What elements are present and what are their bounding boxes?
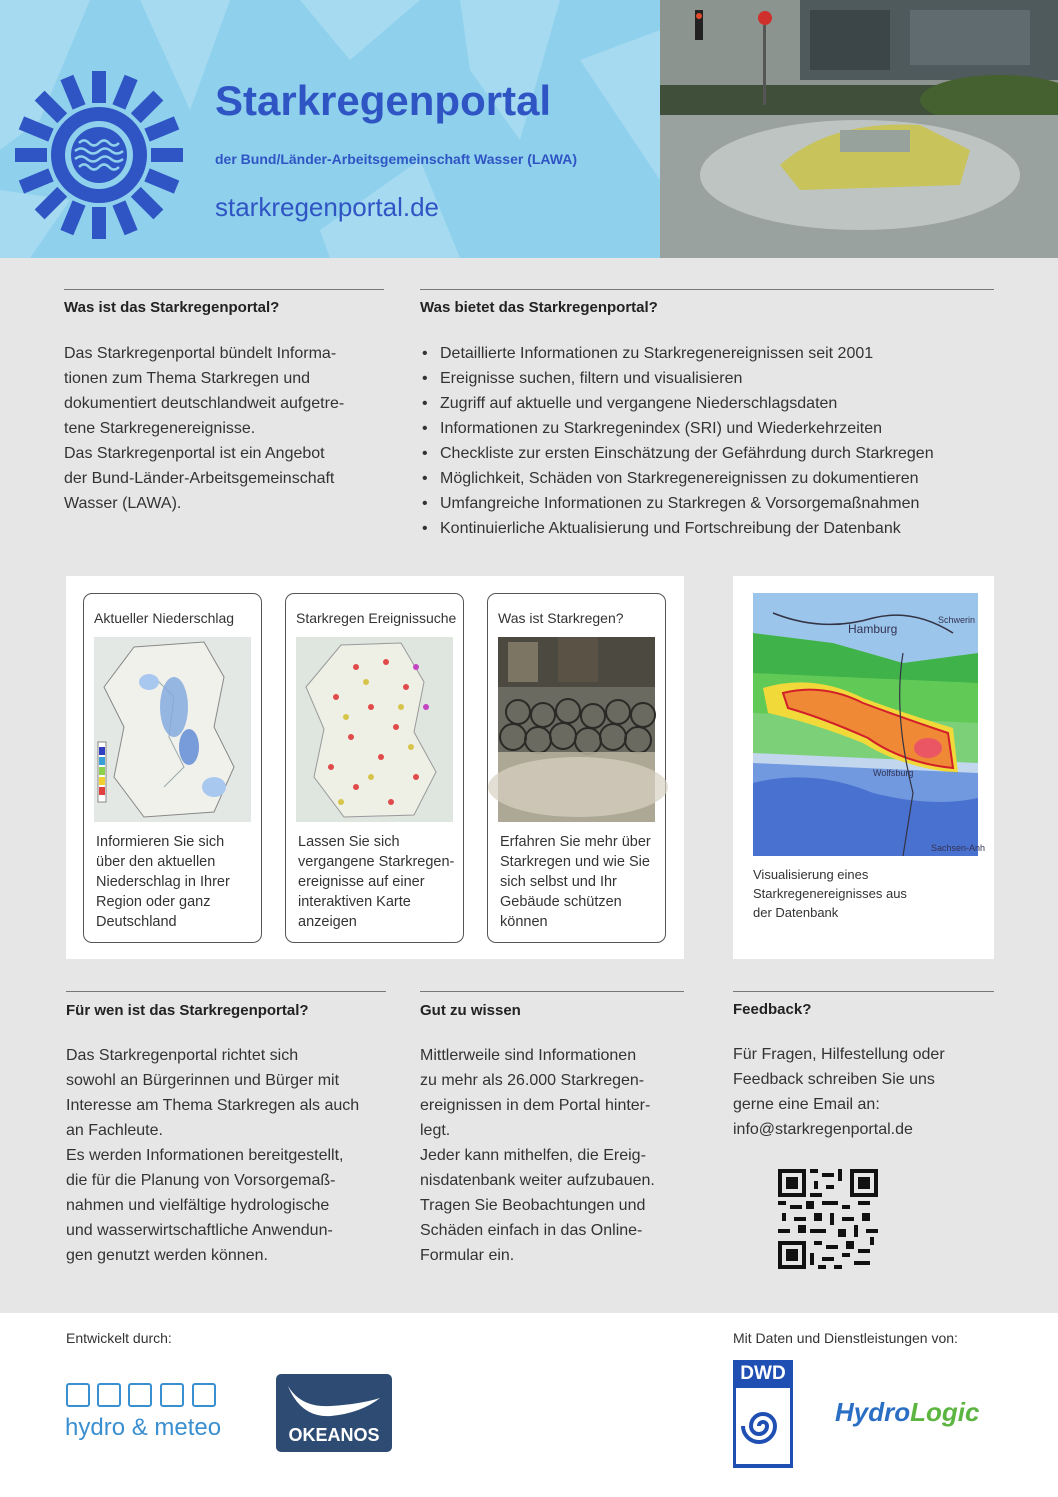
rain-icon: [66, 1383, 90, 1407]
text-line: Niederschlag in Ihrer: [96, 874, 230, 890]
card-text: [500, 832, 660, 932]
map-label-sachsen: Sachsen-Anh: [931, 843, 986, 853]
lawa-logo: [25, 67, 173, 243]
text-line: Wasser (LAWA).: [64, 495, 182, 512]
offers-list: [420, 341, 934, 541]
text-line: Visualisierung eines: [753, 867, 869, 882]
okeanos-logo-text: OKEANOS: [288, 1425, 380, 1445]
text-line: gen genutzt werden können.: [66, 1247, 268, 1264]
card-title: Was ist Starkregen?: [498, 610, 624, 626]
text-line: der Bund-Länder-Arbeitsgemeinschaft: [64, 470, 335, 487]
okeanos-wave-icon: [276, 1378, 392, 1428]
text-line: zu mehr als 26.000 Starkregen-: [420, 1072, 645, 1089]
text-line: der Datenbank: [753, 905, 839, 920]
text-line: Starkregen und wie Sie: [500, 854, 650, 870]
map-label-schwerin: Schwerin: [938, 615, 976, 625]
text-line: Interesse am Thema Starkregen als auch: [66, 1097, 360, 1114]
text-line: sich selbst und Ihr: [500, 874, 617, 890]
list-item: • Ereignisse suchen, filtern und visualisieren: [420, 366, 934, 391]
text-line: Jeder kann mithelfen, die Ereig-: [420, 1147, 646, 1164]
section-divider: [64, 289, 384, 290]
text-line: Starkregenereignisses aus: [753, 886, 907, 901]
list-item: • Checkliste zur ersten Einschätzung der Gefährdung durch Starkregen: [420, 441, 934, 466]
text-line: Formular ein.: [420, 1247, 515, 1264]
text-line: Tragen Sie Beobachtungen und: [420, 1197, 646, 1214]
text-line: Das Starkregenportal bündelt Informa-: [64, 345, 337, 362]
cloud-icon: [97, 1383, 121, 1407]
text-line: nisdatenbank weiter aufzubauen.: [420, 1172, 655, 1189]
good-to-know-text: [420, 1043, 655, 1268]
dwd-swirl-icon: [733, 1388, 793, 1468]
bicycles-in-rain-photo: [498, 637, 655, 822]
card-title: Starkregen Ereignissuche: [296, 610, 457, 626]
list-item: • Zugriff auf aktuelle und vergangene Niederschlagsdaten: [420, 391, 934, 416]
text-line: Informieren Sie sich: [96, 834, 225, 850]
precipitation-map-image: [94, 637, 251, 822]
text-line: an Fachleute.: [66, 1122, 163, 1139]
card-text: [298, 832, 458, 932]
event-radar-map-image: [753, 593, 986, 856]
hydrologic-logo-part: Hydro: [835, 1397, 911, 1427]
hydrologic-logo-part: Logic: [910, 1397, 980, 1427]
hydrologic-logo: [835, 1397, 979, 1428]
text-line: Gebäude schützen: [500, 894, 622, 910]
card-title: Aktueller Niederschlag: [94, 610, 235, 626]
text-line: über den aktuellen: [96, 854, 216, 870]
text-line: Das Starkregenportal richtet sich: [66, 1047, 299, 1064]
text-line: Es werden Informationen bereitgestellt,: [66, 1147, 344, 1164]
text-line: Für Fragen, Hilfestellung oder: [733, 1046, 945, 1063]
map-caption: [753, 865, 953, 922]
map-label-hamburg: Hamburg: [848, 622, 898, 636]
section-divider: [733, 991, 994, 992]
list-item: • Informationen zu Starkregenindex (SRI) und Wiederkehrzeiten: [420, 416, 934, 441]
section-divider: [420, 991, 684, 992]
page-subtitle: der Bund/Länder-Arbeitsgemeinschaft Wasser (LAWA): [215, 151, 577, 167]
text-line: Region oder ganz: [96, 894, 211, 910]
section-divider: [66, 991, 386, 992]
header-banner: [0, 0, 660, 258]
developed-by-label: Entwickelt durch:: [66, 1330, 172, 1346]
people-icon: [192, 1383, 216, 1407]
data-by-label: Mit Daten und Dienstleistungen von:: [733, 1330, 958, 1346]
card-event-search[interactable]: [285, 593, 464, 943]
text-line: dokumentiert deutschlandweit aufgetre-: [64, 395, 345, 412]
text-line: nahmen und vielfältige hydrologische: [66, 1197, 330, 1214]
text-line: Erfahren Sie mehr über: [500, 834, 651, 850]
card-what-is-heavy-rain[interactable]: [487, 593, 666, 943]
header: [0, 0, 1058, 258]
feedback-heading: Feedback?: [733, 1001, 812, 1018]
card-text: [96, 832, 256, 932]
what-is-heading: Was ist das Starkregenportal?: [64, 299, 280, 316]
text-line: tionen zum Thema Starkregen und: [64, 370, 311, 387]
map-label-wolfsburg: Wolfsburg: [873, 768, 914, 778]
hydro-meteo-logo: hydro & meteo: [65, 1414, 222, 1441]
flooded-street-photo: [660, 0, 1058, 258]
good-to-know-heading: Gut zu wissen: [420, 1002, 521, 1019]
qr-code[interactable]: [778, 1169, 878, 1269]
text-line: interaktiven Karte: [298, 894, 411, 910]
text-line: gerne eine Email an:: [733, 1096, 880, 1113]
text-line: Lassen Sie sich: [298, 834, 400, 850]
text-line: Feedback schreiben Sie uns: [733, 1071, 935, 1088]
text-line: ereignissen in dem Portal hinter-: [420, 1097, 651, 1114]
text-line: anzeigen: [298, 914, 357, 930]
audience-text: [66, 1043, 359, 1268]
list-item: • Detaillierte Informationen zu Starkregenereignissen seit 2001: [420, 341, 934, 366]
what-is-text: [64, 341, 344, 516]
text-line: vergangene Starkregen-: [298, 854, 455, 870]
text-line: legt.: [420, 1122, 451, 1139]
offers-heading: Was bietet das Starkregenportal?: [420, 299, 658, 316]
text-line: und wasserwirtschaftliche Anwendun-: [66, 1222, 333, 1239]
card-current-precipitation[interactable]: [83, 593, 262, 943]
audience-heading: Für wen ist das Starkregenportal?: [66, 1002, 309, 1019]
text-line: Mittlerweile sind Informationen: [420, 1047, 637, 1064]
page-title: Starkregenportal: [215, 77, 552, 124]
text-line: die für die Planung von Vorsorgemaß-: [66, 1172, 336, 1189]
feedback-text: [733, 1042, 945, 1142]
text-line: tene Starkregenereignisse.: [64, 420, 256, 437]
dwd-logo-text: DWD: [740, 1363, 786, 1384]
event-map-image: [296, 637, 453, 822]
section-divider: [420, 289, 994, 290]
text-line: Das Starkregenportal ist ein Angebot: [64, 445, 325, 462]
okeanos-logo: [276, 1374, 392, 1452]
list-item: • Umfangreiche Informationen zu Starkregen & Vorsorgemaßnahmen: [420, 491, 934, 516]
text-line: Schäden einfach in das Online-: [420, 1222, 643, 1239]
text-line: sowohl an Bürgerinnen und Bürger mit: [66, 1072, 340, 1089]
feedback-email-link[interactable]: info@starkregenportal.de: [733, 1121, 913, 1138]
list-item: • Möglichkeit, Schäden von Starkregenereignissen zu dokumentieren: [420, 466, 934, 491]
text-line: ereignisse auf einer: [298, 874, 425, 890]
text-line: Deutschland: [96, 914, 177, 930]
house-flood-icon: [128, 1383, 152, 1407]
dwd-logo: [733, 1360, 793, 1468]
measurement-icon: [160, 1383, 184, 1407]
text-line: können: [500, 914, 548, 930]
list-item: • Kontinuierliche Aktualisierung und Fortschreibung der Datenbank: [420, 516, 934, 541]
portal-url-link[interactable]: starkregenportal.de: [215, 192, 440, 222]
